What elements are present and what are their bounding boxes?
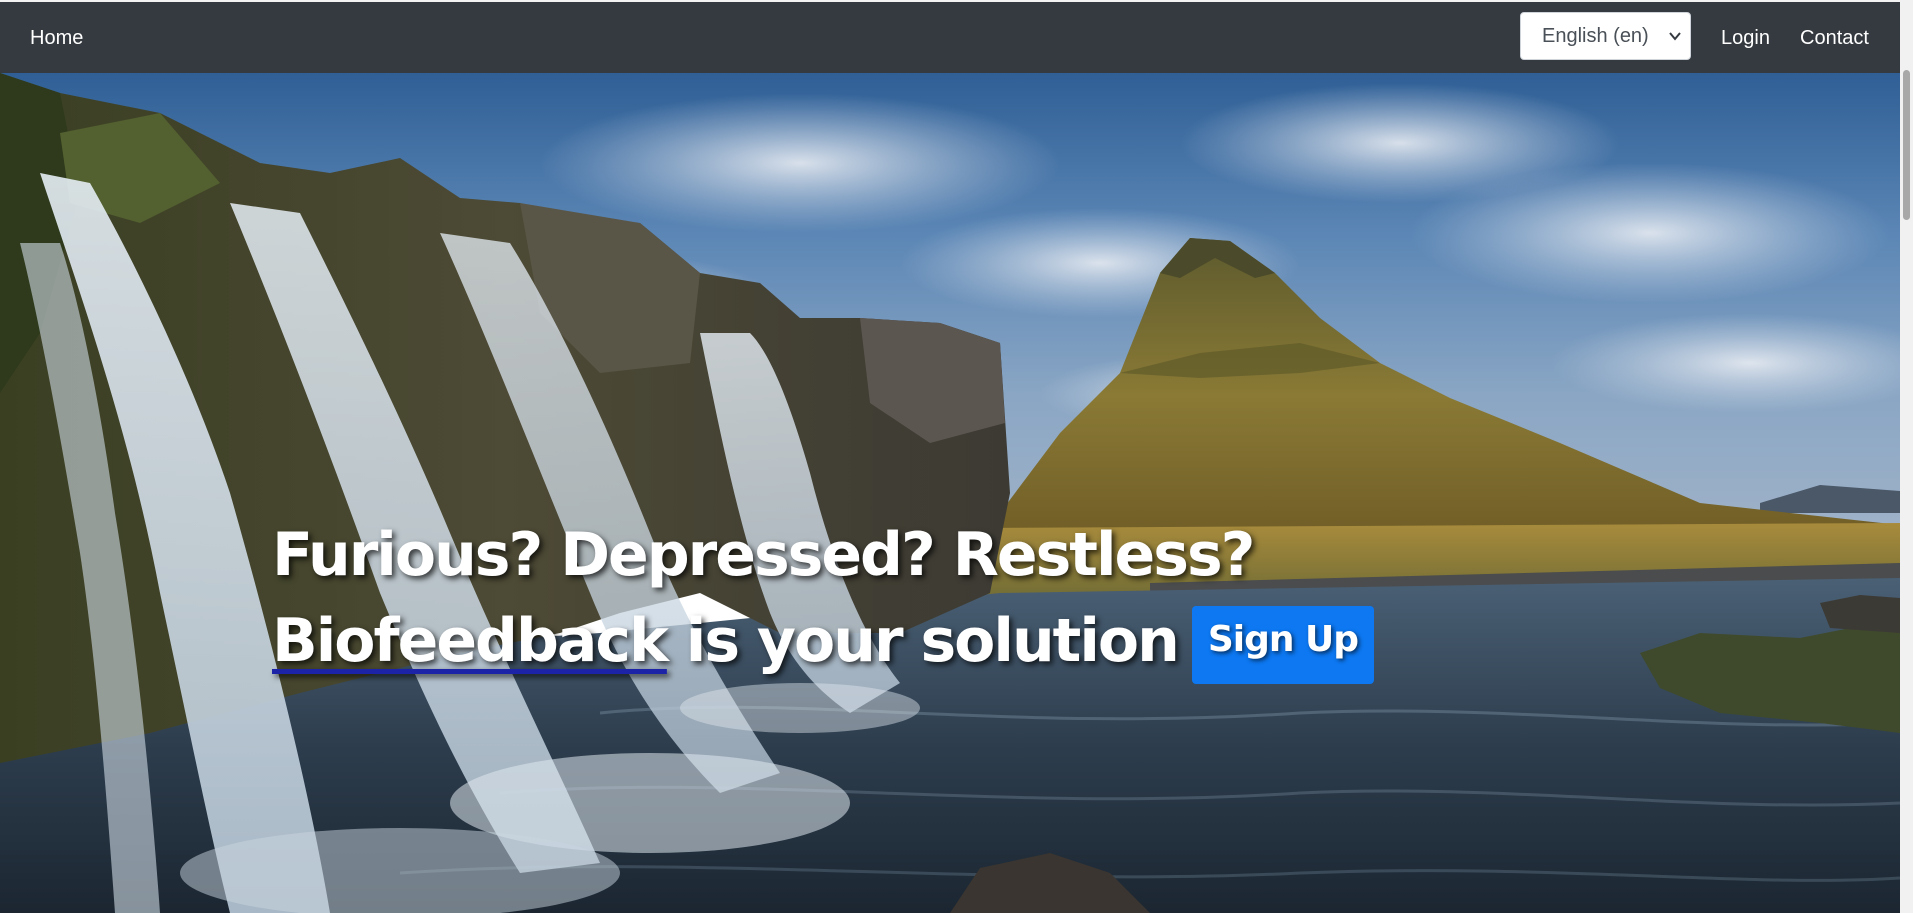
nav-contact-link[interactable]: Contact: [1800, 27, 1869, 49]
language-select[interactable]: [1520, 12, 1691, 60]
headline-rest: is your solution: [666, 606, 1178, 676]
hero-background-image: [0, 73, 1900, 913]
chevron-down-icon: [1669, 13, 1681, 59]
nav-login-link[interactable]: Login: [1721, 27, 1770, 49]
headline-line-1: Furious? Depressed? Restless?: [272, 520, 1254, 590]
hero-section: [0, 73, 1900, 913]
language-select-value: English (en): [1542, 25, 1649, 47]
signup-button[interactable]: Sign Up: [1192, 606, 1374, 684]
nav-home-link[interactable]: Home: [30, 27, 84, 49]
scrollbar-thumb[interactable]: [1903, 70, 1910, 220]
page-scrollbar[interactable]: [1900, 0, 1913, 913]
biofeedback-link[interactable]: Biofeedback: [272, 606, 667, 676]
hero-headline: [272, 512, 1374, 684]
top-navbar: [0, 2, 1900, 73]
